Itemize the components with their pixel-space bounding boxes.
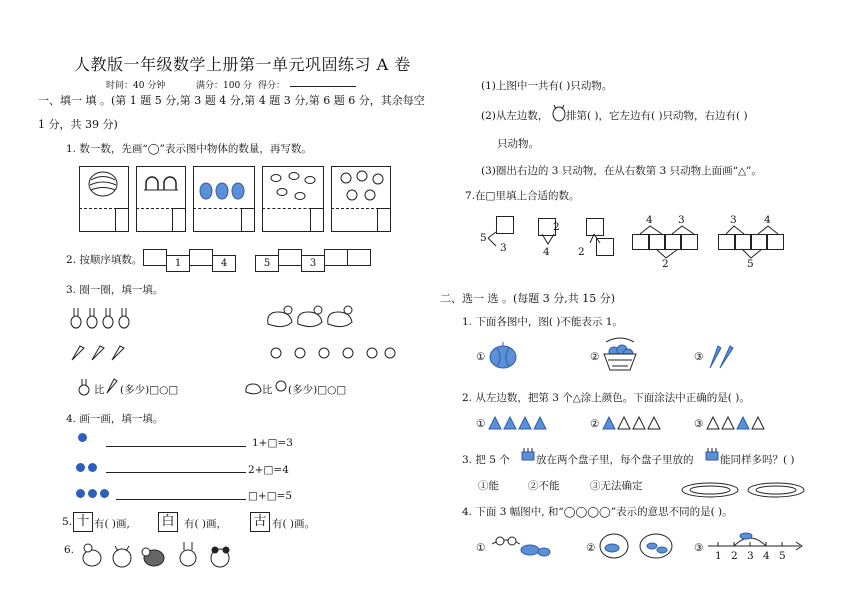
q7-number: 3	[500, 242, 507, 254]
q5-number: 5.	[62, 516, 73, 528]
q3-prompt: 3. 圈一圈，填一填。	[66, 284, 164, 296]
q2-cell: 3	[301, 255, 325, 272]
cake-icon	[704, 446, 720, 462]
page-title: 人教版一年级数学上册第一单元巩固练习 A 卷	[74, 55, 411, 74]
carrot-icon	[106, 378, 120, 394]
s2-q4-option[interactable]: ②	[586, 542, 596, 554]
q3-compare-2: 比	[262, 384, 273, 396]
section2-heading: 二、选一 选 。(每题 3 分,共 15 分)	[440, 292, 616, 305]
q5-text-2: 有( )画，	[184, 518, 228, 530]
q2-cell[interactable]	[347, 249, 371, 266]
s2-q1-option[interactable]: ③	[694, 351, 704, 363]
q4-equation-2: 2+□=4	[248, 464, 289, 476]
plate-icon	[680, 480, 810, 500]
q4-draw-line[interactable]	[116, 499, 246, 500]
q3-compare-2-tail: (多少)□○□	[288, 384, 347, 396]
s2-q1-option[interactable]: ②	[590, 351, 600, 363]
q7-number: 2	[553, 221, 560, 233]
s2-q4-option[interactable]: ③	[694, 542, 704, 554]
axis-label: 2	[731, 550, 738, 562]
s2-q3-option[interactable]: ③无法确定	[590, 480, 643, 492]
q7-number: 3	[678, 214, 685, 226]
q6-number: 6.	[64, 544, 75, 556]
time-label: 时间：40 分钟	[106, 81, 166, 91]
triangles-icon	[602, 416, 664, 430]
snail-icon	[270, 346, 396, 362]
q5-text-1: 有( )画,	[94, 518, 130, 530]
triangles-icon	[488, 416, 550, 430]
s2-q4-option[interactable]: ①	[476, 542, 486, 554]
pencils-icon	[706, 342, 736, 370]
watermelon-icon	[88, 171, 118, 197]
q1-answer-box[interactable]	[377, 208, 391, 232]
q4-equation-3: □+□=5	[248, 490, 293, 502]
rabbit-icon	[70, 306, 140, 330]
q6-part-3: (3)圈出右边的 3 只动物，在从右数第 3 只动物上面画“△”。	[481, 165, 762, 177]
score-label: 得分：	[258, 81, 286, 91]
axis-label: 1	[715, 550, 722, 562]
q1-answer-box[interactable]	[172, 208, 186, 232]
q7-number: 3	[730, 214, 737, 226]
q7-prompt: 7.在□里填上合适的数。	[465, 190, 580, 202]
q4-draw-line[interactable]	[106, 472, 246, 473]
candy-icon	[266, 170, 318, 204]
q1-answer-box[interactable]	[241, 208, 255, 232]
full-score-label: 满分：100 分	[196, 81, 253, 91]
s2-q3-prompt-b: 放在两个盘子里，每个盘子里放的	[536, 454, 694, 466]
q4-draw-line[interactable]	[106, 446, 246, 447]
q2-cell[interactable]	[189, 249, 213, 266]
s2-q2-option[interactable]: ③	[694, 418, 704, 430]
q5-text-3: 有( )画。	[272, 518, 316, 530]
axis-label: 4	[763, 550, 770, 562]
q6-part-2c: 只动物。	[497, 138, 539, 150]
s2-q1-prompt: 1. 下面各图中，图( )不能表示 1。	[462, 316, 623, 328]
q7-number: 4	[543, 246, 550, 258]
s2-q3-option[interactable]: ②不能	[528, 480, 560, 492]
cow-icon	[552, 102, 566, 122]
q2-cell: 5	[255, 255, 279, 272]
axis-label: 3	[747, 550, 754, 562]
triangles-icon	[706, 416, 768, 430]
rabbit-icon	[78, 378, 94, 396]
q2-cell[interactable]	[324, 249, 348, 266]
carrot-icon	[70, 344, 130, 362]
q4-dots-3	[76, 488, 112, 501]
axis-label: 5	[779, 550, 786, 562]
pumpkin-icon	[488, 340, 518, 370]
snail-icon	[274, 379, 288, 393]
q6-part-2b: 排第( )，它左边有( )只动物，右边有( )	[566, 110, 748, 122]
q1-prompt: 1. 数一数，先画“◯”表示图中物体的数量，再写数。	[66, 143, 312, 155]
score-blank[interactable]	[290, 86, 356, 87]
q7-answer-box[interactable]	[596, 238, 614, 256]
cake-icon	[520, 446, 536, 462]
q3-compare-1: 比	[94, 384, 105, 396]
q2-cell: 1	[166, 255, 190, 272]
q2-cell[interactable]	[278, 249, 302, 266]
q7-number: 2	[662, 258, 669, 270]
q7-number: 5	[480, 232, 487, 244]
q4-prompt: 4. 画一画，填一填。	[66, 413, 164, 425]
q5-char-box: 古	[250, 512, 270, 532]
q7-number: 5	[747, 258, 754, 270]
q4-equation-1: 1+□=3	[252, 437, 293, 449]
hen-icon	[244, 378, 262, 396]
s2-q4-prompt: 4. 下面 3 幅图中, 和“◯◯◯◯”表示的意思不同的是( )。	[462, 506, 733, 518]
q2-cell: 4	[212, 255, 236, 272]
basket-icon	[602, 338, 638, 372]
q7-number: 4	[764, 214, 771, 226]
q4-dots-2	[76, 462, 100, 475]
pear-icon	[198, 178, 248, 200]
s2-q2-prompt: 2. 从左边数，把第 3 个△涂上颜色。下面涂法中正确的是( )。	[462, 392, 750, 404]
birds-icon	[490, 532, 552, 558]
q2-sequence-1	[144, 249, 236, 272]
s2-q1-option[interactable]: ①	[476, 351, 486, 363]
s2-q2-option[interactable]: ①	[476, 418, 486, 430]
section1-heading: 一、填一 填 。(第 1 题 5 分,第 3 题 4 分,第 4 题 3 分,第 6 题 6 分，其余每空	[38, 94, 425, 107]
section1-heading-cont: 1 分，共 39 分)	[38, 118, 118, 131]
animals-row-icon	[82, 540, 238, 570]
number-line-icon	[708, 528, 804, 562]
q5-char-box: 十	[73, 512, 93, 532]
q2-cell[interactable]	[143, 249, 167, 266]
q2-sequence-2	[256, 249, 371, 272]
s2-q2-option[interactable]: ②	[590, 418, 600, 430]
q7-number: 4	[646, 214, 653, 226]
q1-answer-box[interactable]	[115, 208, 129, 232]
hen-icon	[264, 304, 356, 332]
q3-compare-1-tail: (多少)□○□	[120, 384, 179, 396]
chick-icon	[336, 170, 386, 204]
s2-q3-option[interactable]: ①能	[478, 480, 499, 492]
q1-answer-box[interactable]	[310, 208, 324, 232]
q6-part-2a: (2)从左边数，	[481, 110, 549, 122]
q6-part-1: (1)上图中一共有( )只动物。	[481, 80, 613, 92]
horseshoe-icon	[144, 176, 178, 192]
s2-q3-prompt-c: 能同样多吗？( )	[720, 454, 795, 466]
fishbowl-icon	[598, 530, 678, 560]
q2-prompt: 2. 按顺序填数。	[66, 254, 143, 266]
q4-dots-1	[78, 432, 90, 445]
q5-char-box: 白	[158, 512, 178, 532]
q7-number: 2	[578, 246, 585, 258]
s2-q3-prompt-a: 3. 把 5 个	[462, 454, 510, 466]
